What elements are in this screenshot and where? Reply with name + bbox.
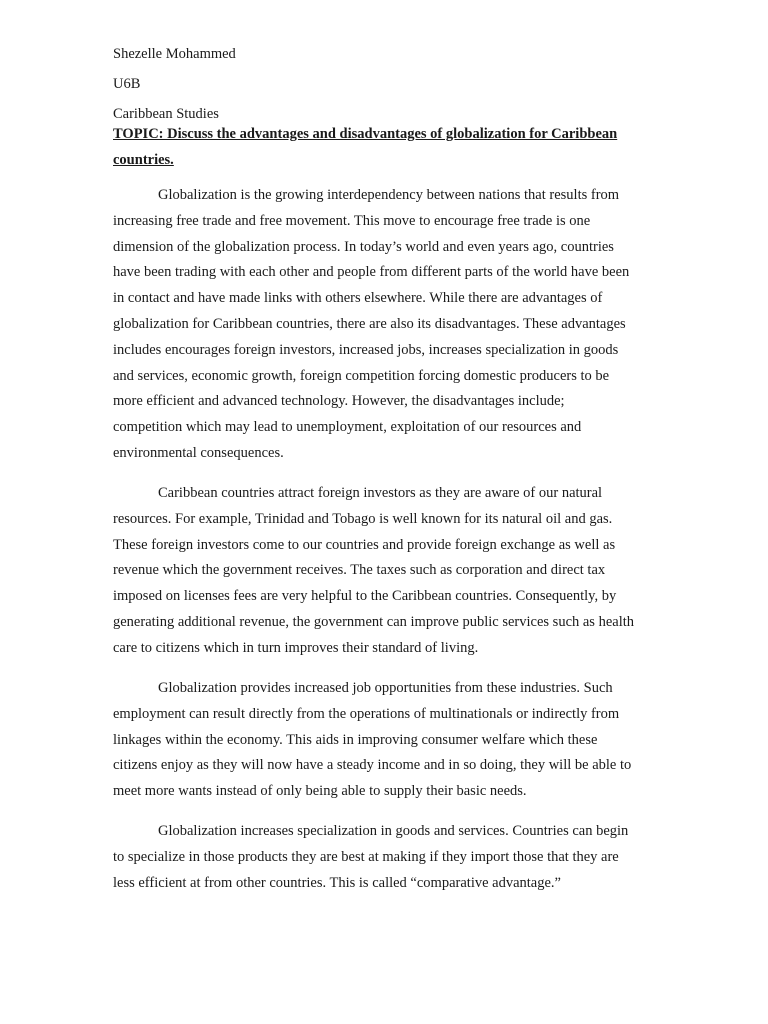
topic-heading (113, 121, 653, 173)
paragraph-line: to specialize in those products they are best at making if they import those that they are (113, 848, 619, 865)
paragraph-line: Globalization provides increased job opportunities from these industries. Such (158, 680, 613, 696)
paragraph-line: care to citizens which in turn improves their standard of living. (113, 639, 479, 656)
class-code: U6B (113, 76, 141, 92)
paragraph-line: resources. For example, Trinidad and Tobago is well known for its natural oil and gas. (113, 510, 613, 527)
paragraph-specialization (113, 819, 658, 896)
paragraph-line: citizens enjoy as they will now have a steady income and in so doing, they will be able to (113, 757, 632, 774)
paragraph-foreign-investors (113, 481, 658, 662)
paragraph-line: globalization for Caribbean countries, there are also its disadvantages. These advantages (113, 315, 626, 332)
paragraph-line: Globalization increases specialization in goods and services. Countries can begin (158, 823, 629, 839)
paragraph-line: revenue which the government receives. The taxes such as corporation and direct tax (113, 562, 606, 579)
paragraph-line: Caribbean countries attract foreign investors as they are aware of our natural (158, 485, 603, 501)
paragraph-line: have been trading with each other and people from different parts of the world have been (113, 264, 630, 281)
paragraph-line: generating additional revenue, the government can improve public services such as health (113, 613, 635, 630)
paragraph-line: Globalization is the growing interdependency between nations that results from (158, 187, 620, 203)
paragraph-line: more efficient and advanced technology. However, the disadvantages include; (113, 393, 565, 410)
topic-line: TOPIC: Discuss the advantages and disadvantages of globalization for Caribbean (113, 126, 618, 142)
paragraph-line: employment can result directly from the operations of multinationals or indirectly from (113, 705, 620, 722)
author-name: Shezelle Mohammed (113, 46, 236, 62)
paragraph-line: competition which may lead to unemployment, exploitation of our resources and (113, 419, 582, 436)
paragraph-line: These foreign investors come to our countries and provide foreign exchange as well as (113, 536, 616, 553)
paragraph-line: and services, economic growth, foreign competition forcing domestic producers to be (113, 367, 610, 384)
paragraph-line: increasing free trade and free movement. This move to encourage free trade is one (113, 212, 591, 229)
subject-name: Caribbean Studies (113, 106, 219, 122)
paragraph-line: includes encourages foreign investors, increased jobs, increases specialization in goods (113, 341, 619, 358)
paragraph-job-opportunities (113, 676, 658, 805)
paragraph-line: in contact and have made links with others elsewhere. While there are advantages of (113, 290, 603, 307)
paragraph-intro (113, 183, 658, 467)
topic-line: countries. (113, 152, 174, 168)
paragraph-line: less efficient at from other countries. This is called “comparative advantage.” (113, 874, 561, 891)
paragraph-line: environmental consequences. (113, 444, 284, 461)
paragraph-line: linkages within the economy. This aids in improving consumer welfare which these (113, 731, 598, 748)
paragraph-line: imposed on licenses fees are very helpful to the Caribbean countries. Consequently, by (113, 588, 617, 605)
paragraph-line: meet more wants instead of only being able to supply their basic needs. (113, 783, 527, 800)
paragraph-line: dimension of the globalization process. In today’s world and even years ago, countries (113, 238, 614, 255)
